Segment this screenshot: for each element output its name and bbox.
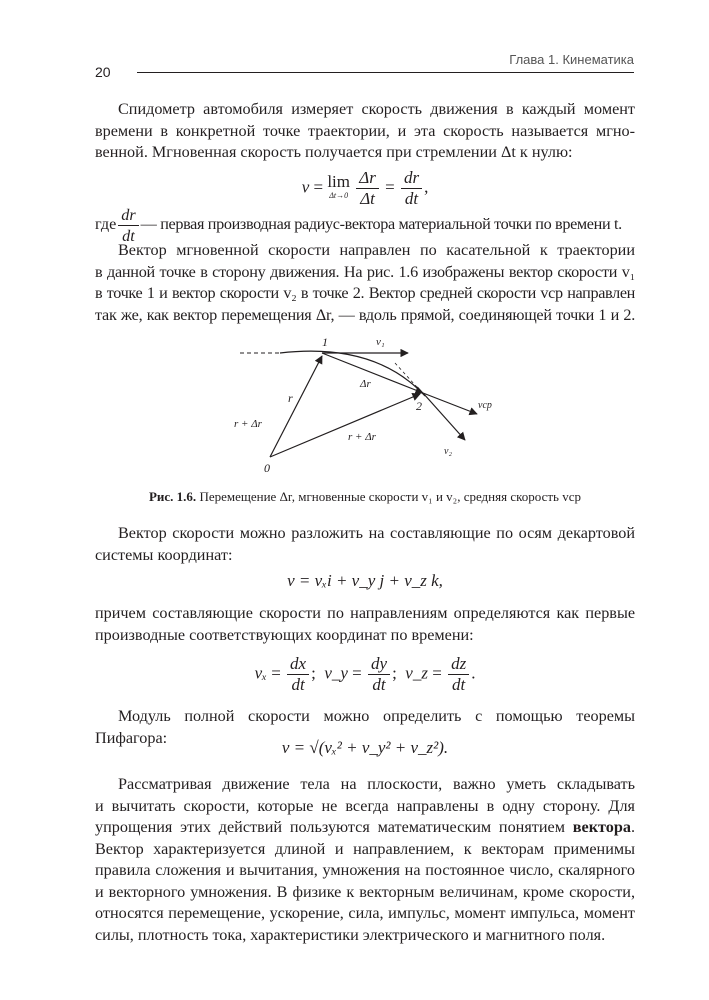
fig-label-dr: Δr: [360, 378, 371, 390]
page-number: 20: [95, 64, 111, 80]
eq1-lim-sub: Δt→0: [329, 190, 349, 200]
eq3-dx: dx: [287, 654, 309, 675]
paragraph-4: [95, 523, 635, 566]
eq1-num1: Δr: [356, 168, 379, 189]
p7-line-7: относятся перемещение, ускорение, сила, импульс, момент импульса, момент: [95, 904, 635, 922]
p7-bold-vector: вектора: [572, 818, 631, 836]
vector-v-sr: [423, 393, 477, 414]
p7-line-5: правила сложения и вычитания, умножения на постоянное число, скалярного: [95, 861, 635, 879]
eq1-fraction-1: [356, 168, 379, 209]
fig-label-vsr: vср: [478, 400, 492, 411]
p7-line-3a: упрощения этих действий пользуются математическим понятием: [95, 818, 565, 836]
eq1-lhs: v: [301, 177, 310, 197]
p7-line-4: Вектор характеризуется длиной и направлением, к векторам применимы: [95, 839, 635, 858]
fig-label-r: r: [288, 391, 293, 405]
p2-text: — первая производная радиус-вектора материальной точки по времени t.: [140, 215, 622, 234]
paragraph-3: [95, 240, 635, 326]
eq3-dt-x: dt: [291, 675, 305, 694]
eq3-frac-y: [368, 654, 390, 695]
p7-line-3: [95, 817, 635, 839]
p7-line-2: и вычитать скорости, которые не всегда направлены в одну сторону. Для: [95, 796, 635, 815]
p2-den: dt: [122, 227, 135, 245]
fig-label-2: 2: [416, 399, 422, 413]
eq1-den2: dt: [404, 189, 419, 208]
trajectory-curve: [280, 351, 425, 396]
p4-line-1: Вектор скорости можно разложить на составляющие по осям декартовой: [118, 524, 635, 542]
fig-label-0: 0: [264, 461, 270, 475]
caption-text: Перемещение Δr, мгновенные скорости v₁ и v₂, средняя скорость vср: [199, 489, 581, 504]
figure-caption: [95, 489, 635, 505]
eq3-dz: dz: [448, 654, 469, 675]
p7-line-1: Рассматривая движение тела на плоскости, важно уметь складывать: [118, 775, 635, 793]
vector-delta-r: [322, 353, 423, 393]
p4-line-2: системы координат:: [95, 545, 233, 564]
chapter-title: Глава 1. Кинематика: [509, 52, 634, 67]
eq1-den1: Δt: [360, 189, 375, 208]
equation-magnitude: [95, 738, 635, 758]
p1-line-1: Спидометр автомобиля измеряет скорость движения в каждый момент: [118, 100, 635, 118]
eq3-dt-y: dt: [372, 675, 386, 694]
p3-line-3: в точке 1 и вектор скорости v₂ в точке 2. Вектор средней скорости vср направлен: [95, 284, 635, 302]
eq3-dy: dy: [368, 654, 390, 675]
p7-line-6: и векторного умножения. В физике к векторным величинам, кроме скорости,: [95, 882, 635, 901]
p1-line-3: венной. Мгновенная скорость получается при стремлении Δt к нулю:: [95, 143, 573, 161]
p7-line-8: силы, плотность тока, характеристики электрического и магнитного поля.: [95, 925, 606, 944]
figure-1-6: [230, 330, 510, 480]
eq1-lim: lim: [327, 171, 350, 191]
caption-label: Рис. 1.6.: [148, 489, 197, 504]
fig-label-v2: v₂: [444, 446, 452, 457]
eq3-frac-z: [448, 654, 469, 695]
eq3-frac-x: [287, 654, 309, 695]
p3-line-1: Вектор мгновенной скорости направлен по касательной к траектории: [118, 241, 635, 259]
p7-line-3c: .: [630, 818, 635, 836]
eq4-text: v = √(vₓ² + v_y² + v_z²).: [281, 738, 449, 757]
paragraph-5: [95, 603, 635, 646]
p5-line-1: причем составляющие скорости по направлениям определяются как первые: [95, 604, 635, 622]
p2-num: dr: [118, 205, 138, 226]
p6-line-1: Модуль полной скорости можно определить с помощью теоремы Пифагора:: [95, 707, 635, 747]
eq3-vz: v_z: [405, 663, 428, 683]
equation-velocity-components: [95, 571, 635, 591]
fig-label-1: 1: [322, 335, 328, 349]
paragraph-7: [95, 774, 635, 946]
eq1-fraction-2: [401, 168, 422, 209]
p1-line-2: времени в конкретной точке траектории, и эта скорость называется мгно-: [95, 121, 635, 140]
equation-derivatives: vₓ = $\frac{dx}{dt}$ ; v_y = $\frac{dy}{dt}$ ; v_z = $\frac{dz}{dt}$ .: [254, 654, 476, 694]
p5-line-2: производные соответствующих координат по времени:: [95, 625, 474, 644]
eq2-text: v = vₓi + v_y j + v_z k,: [287, 571, 443, 590]
equation-instant-velocity: v = lim Δt→0 $\frac{\Delta r}{\Delta t}$ = $\frac{dr}{dt}$ ,: [301, 168, 429, 208]
eq3-dt-z: dt: [452, 675, 466, 694]
eq3-vx: vₓ: [254, 663, 267, 683]
vector-v2: [423, 393, 465, 440]
fig-label-v1: v₁: [376, 336, 385, 348]
eq3-vy: v_y: [324, 663, 348, 683]
eq1-limit: [327, 171, 350, 203]
fig-label-r-dr-left: r + Δr: [234, 418, 262, 430]
eq1-num2: dr: [401, 168, 422, 189]
header-rule: [137, 72, 634, 73]
tangent-dashed: [395, 363, 425, 396]
paragraph-1: [95, 99, 635, 164]
p3-line-4: так же, как вектор перемещения Δr, — вдоль прямой, соединяющей точки 1 и 2.: [95, 305, 635, 324]
p2-prefix: где: [95, 215, 117, 234]
fig-label-r-dr-mid: r + Δr: [348, 431, 376, 443]
p3-line-2: в данной точке в сторону движения. На рис. 1.6 изображены вектор скорости v₁: [95, 262, 635, 281]
vector-r: [270, 356, 322, 457]
